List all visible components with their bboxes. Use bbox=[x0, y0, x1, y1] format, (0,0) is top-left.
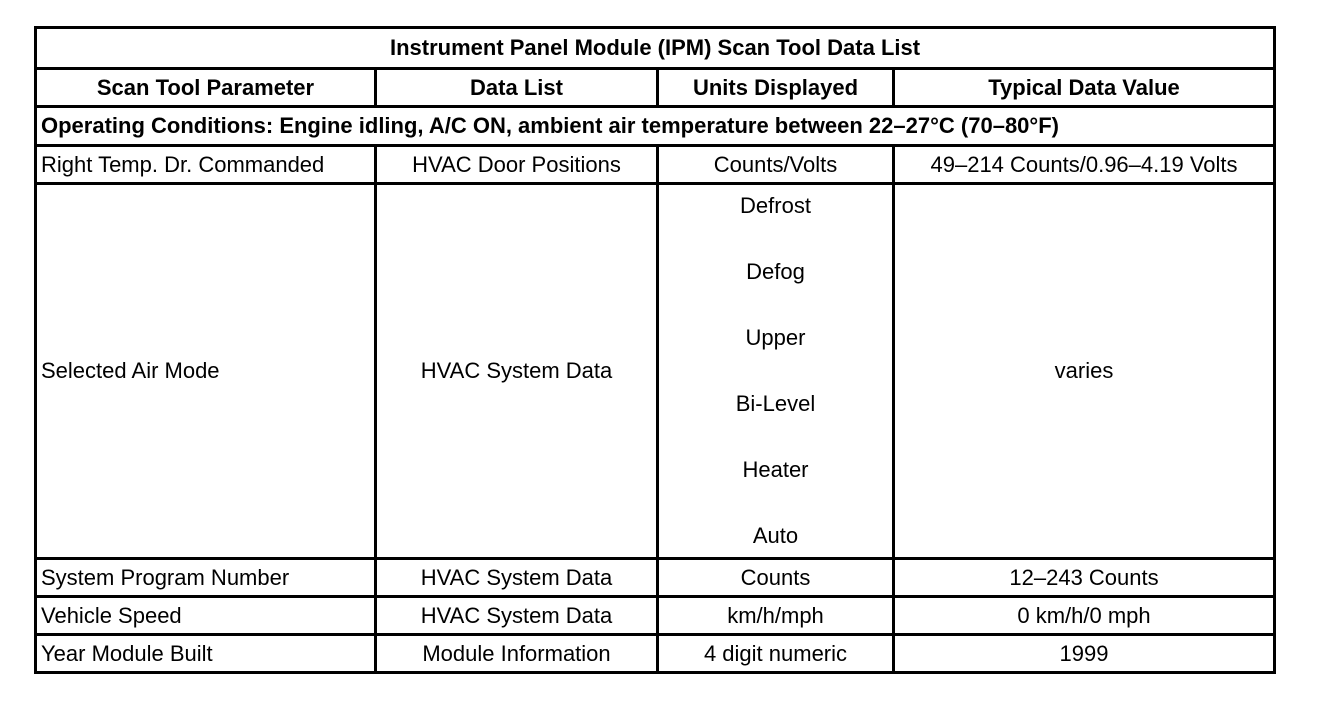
table-row bbox=[36, 559, 1275, 597]
data-list-cell: HVAC System Data bbox=[376, 184, 658, 559]
table-header-row bbox=[36, 69, 1275, 107]
parameter-cell: System Program Number bbox=[36, 559, 376, 597]
air-mode-item: Upper bbox=[745, 325, 806, 350]
data-list-cell: HVAC System Data bbox=[376, 597, 658, 635]
header-units-displayed: Units Displayed bbox=[658, 69, 894, 107]
data-list-cell: HVAC Door Positions bbox=[376, 146, 658, 184]
header-data-list: Data List bbox=[376, 69, 658, 107]
data-list-cell: HVAC System Data bbox=[376, 559, 658, 597]
units-cell bbox=[658, 184, 894, 559]
parameter-cell: Right Temp. Dr. Commanded bbox=[36, 146, 376, 184]
parameter-cell: Selected Air Mode bbox=[36, 184, 376, 559]
air-mode-item: Defrost bbox=[740, 193, 811, 218]
parameter-cell: Year Module Built bbox=[36, 635, 376, 673]
air-mode-item: Heater bbox=[742, 457, 809, 482]
units-cell: Counts bbox=[658, 559, 894, 597]
operating-conditions-row bbox=[36, 107, 1275, 146]
operating-conditions: Operating Conditions: Engine idling, A/C ON, ambient air temperature between 22–27°C (70–80°F) bbox=[36, 107, 1275, 146]
air-mode-list bbox=[663, 193, 888, 549]
table-row bbox=[36, 146, 1275, 184]
header-typical-data-value: Typical Data Value bbox=[894, 69, 1275, 107]
typical-value-cell: 12–243 Counts bbox=[894, 559, 1275, 597]
table-row bbox=[36, 597, 1275, 635]
typical-value-cell: 1999 bbox=[894, 635, 1275, 673]
parameter-cell: Vehicle Speed bbox=[36, 597, 376, 635]
typical-value-cell: varies bbox=[894, 184, 1275, 559]
header-scan-tool-parameter: Scan Tool Parameter bbox=[36, 69, 376, 107]
typical-value-cell: 49–214 Counts/0.96–4.19 Volts bbox=[894, 146, 1275, 184]
units-cell: km/h/mph bbox=[658, 597, 894, 635]
table-title-row bbox=[36, 28, 1275, 69]
typical-value-cell: 0 km/h/0 mph bbox=[894, 597, 1275, 635]
scan-tool-data-table bbox=[34, 26, 1276, 674]
air-mode-item: Defog bbox=[746, 259, 805, 284]
air-mode-item: Auto bbox=[752, 523, 799, 548]
units-cell: 4 digit numeric bbox=[658, 635, 894, 673]
data-list-cell: Module Information bbox=[376, 635, 658, 673]
air-mode-item: Bi-Level bbox=[735, 391, 816, 416]
table-row bbox=[36, 184, 1275, 559]
units-cell: Counts/Volts bbox=[658, 146, 894, 184]
table-title: Instrument Panel Module (IPM) Scan Tool Data List bbox=[36, 28, 1275, 69]
table-row bbox=[36, 635, 1275, 673]
